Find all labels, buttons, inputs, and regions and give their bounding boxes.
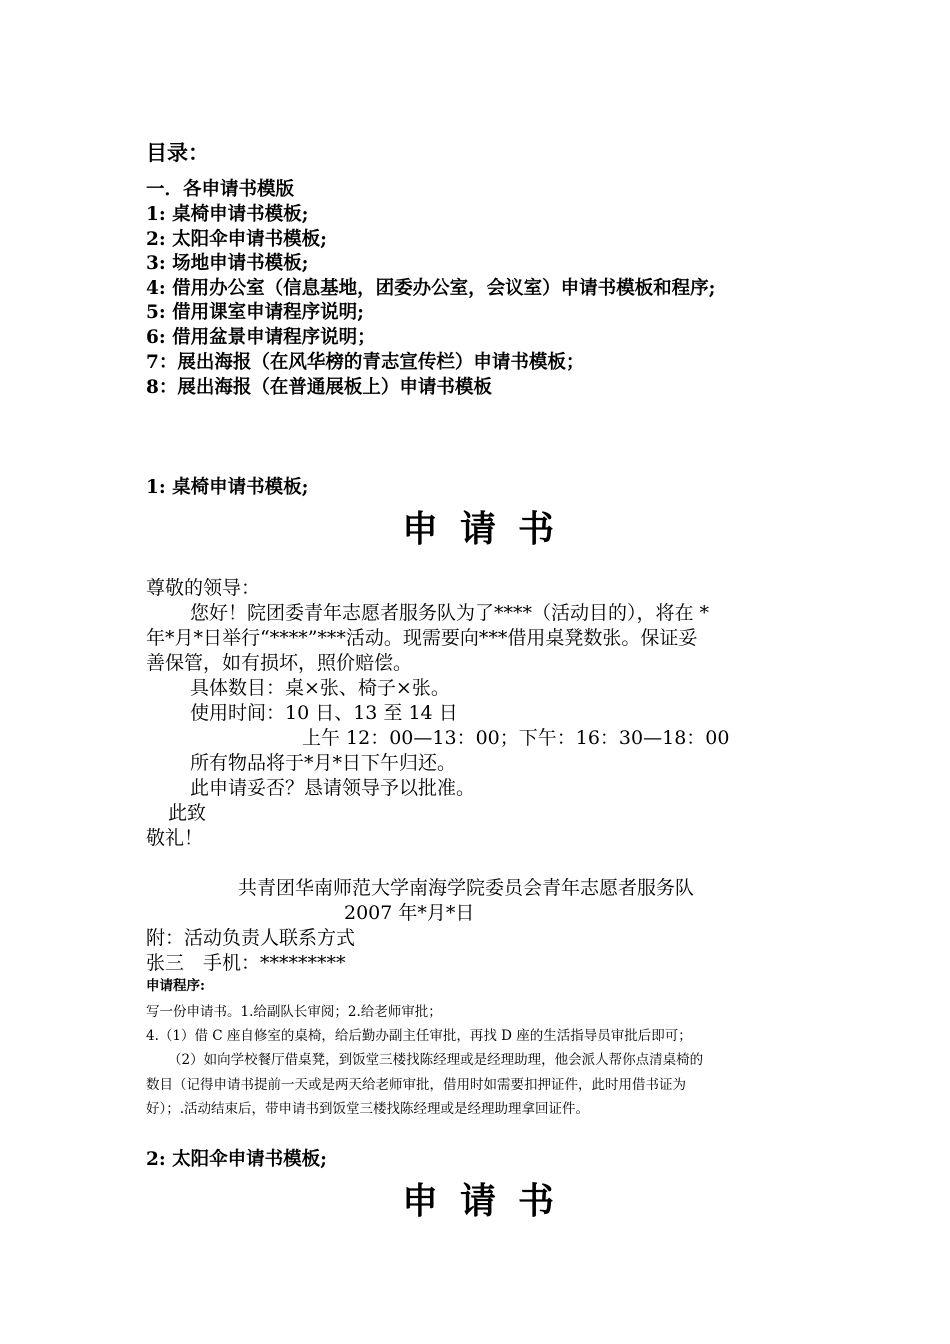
attachment-line: 附：活动负责人联系方式 xyxy=(146,927,356,949)
toc-item: 8：展出海报（在普通展板上）申请书模板 xyxy=(146,377,492,398)
closing-line: 敬礼！ xyxy=(146,827,204,849)
toc-item: 1: 桌椅申请书模板; xyxy=(146,204,309,225)
procedure-line: 好）；.活动结束后，带申请书到饭堂三楼找陈经理或是经理助理拿回证件。 xyxy=(146,1101,590,1117)
toc-item: 3: 场地申请书模板; xyxy=(146,253,309,274)
document-title: 申请书 xyxy=(402,508,577,550)
body-paragraph-line: 善保管，如有损坏，照价赔偿。 xyxy=(146,652,413,674)
usage-time-detail: 上午 12：00—13：00；下午：16：30—18：00 xyxy=(302,727,730,749)
request-line: 此申请妥否？恳请领导予以批准。 xyxy=(190,777,476,799)
toc-item: 4: 借用办公室（信息基地，团委办公室，会议室）申请书模板和程序; xyxy=(146,278,716,299)
closing-line: 此致 xyxy=(168,802,207,824)
toc-heading: 目录： xyxy=(146,140,209,165)
toc-item: 6: 借用盆景申请程序说明； xyxy=(146,327,376,348)
salutation: 尊敬的领导： xyxy=(146,577,261,599)
signature-date: 2007 年*月*日 xyxy=(344,902,475,924)
procedure-line: 数目（记得申请书提前一天或是两天给老师审批，借用时如需要扣押证件，此时用借书证为 xyxy=(146,1077,686,1093)
document-title: 申请书 xyxy=(402,1180,577,1222)
usage-time-line: 使用时间：10 日、13 至 14 日 xyxy=(190,702,458,724)
body-paragraph-line: 您好！院团委青年志愿者服务队为了****（活动目的），将在 * xyxy=(190,602,710,624)
return-line: 所有物品将于*月*日下午归还。 xyxy=(190,752,457,774)
toc-item: 2: 太阳伞申请书模板; xyxy=(146,229,327,250)
procedure-line: 写一份申请书。1.给副队长审阅；2.给老师审批； xyxy=(146,1004,442,1020)
section-heading: 1: 桌椅申请书模板; xyxy=(146,477,309,498)
procedure-line: 4.（1）借 C 座自修室的桌椅，给后勤办副主任审批，再找 D 座的生活指导员审批后即可； xyxy=(146,1028,692,1044)
toc-item: 5: 借用课室申请程序说明; xyxy=(146,302,364,323)
section-heading: 2: 太阳伞申请书模板; xyxy=(146,1149,327,1170)
contact-line: 张三 手机：********* xyxy=(146,952,346,974)
body-paragraph-line: 年*月*日举行“****”***活动。现需要向***借用桌凳数张。保证妥 xyxy=(146,627,698,649)
procedure-heading: 申请程序: xyxy=(146,978,205,994)
toc-item: 7：展出海报（在风华榜的青志宣传栏）申请书模板； xyxy=(146,352,585,373)
procedure-line: （2）如向学校餐厅借桌凳，到饭堂三楼找陈经理或是经理助理，他会派人帮你点清桌椅的 xyxy=(168,1052,704,1068)
quantity-line: 具体数目：桌×张、椅子×张。 xyxy=(190,677,450,699)
toc-section-title: 一．各申请书模版 xyxy=(146,179,295,200)
signature: 共青团华南师范大学南海学院委员会青年志愿者服务队 xyxy=(238,877,695,899)
